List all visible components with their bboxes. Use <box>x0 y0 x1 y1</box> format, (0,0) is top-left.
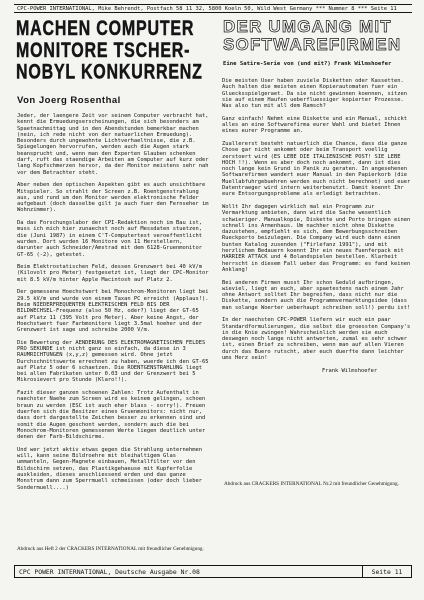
left-article-paragraph: Aber neben den optischen Aspekten gibt es auch unsichtbare Mitspieler. So strahlt der Screen z.B. Roentgenstrahlung aus, und rund um den Monitor werden elektronische Felder aufgebaut (doch dasselbe gilt ja auch fuer den Fernseher im Wohnzimmer). <box>17 182 209 214</box>
footer-publication: CPC POWER INTERNATIONAL, Deutsche Ausgabe Nr.08 <box>19 567 200 576</box>
left-article-body <box>17 113 211 497</box>
right-article-paragraph: Zuallererst besteht natuerlich die Chance, dass die ganze Chose gar nicht ankommt oder beim Transport voellig zerstoert wird (ES LEBE DIE ITALIENISCHE POST! SIE LEBE HOCH !!). Wenn es aber doch noch ankommt, dann ist dies noch lange kein Grund in Panik zu geraten. In angesehenen Softwarefirmen wandert euer Manual in den Papierkorb (die Muellabfuhrgebuehren werden euch nicht berechnet) und euer Datentraeger wird intern weiterbenutzt. Damit koennt Ihr eure Entsorgungsprobleme als erledigt betrachten. <box>222 140 411 198</box>
left-article-title-line: NOBYL KONKURRENZ <box>16 60 203 84</box>
left-article-paragraph: Fazit dieser ganzen schoenen Zahlen: Trotz Aufenthalt in naechster Naehe zum Screen wird es keinem gelingen, schoen braun zu werden (ESC ist auch eher blass - sorry!). Freuen duerfen sich die Besitzer eines Gruenmonitors: nicht nur, dass dort dargestellte Zeichen besser zu erkennen sind und somit die Augen geschont werden, sondern auch die bei Monochrom-Monitoren gemessenen Werte liegen deutlich unter denen der Farb-Bildschirme. <box>17 390 206 441</box>
right-article-title-line: DER UMGANG MIT <box>223 17 392 36</box>
left-article-title <box>16 19 214 84</box>
left-article-title-line: MONITORE TSCHER- <box>16 39 191 63</box>
left-article-paragraph: Jeder, der laengere Zeit vor seinem Computer verbracht hat, kennt die Ermuedungserscheinungen, die sich besonders am Spaetnachmittag und in den Abendstunden bemerkbar machen (nein, ich rede nicht von der natuerlichen Ermuedung). Besonders durch ungewohnte Lichtverhaeltnisse, die z.B. Spiegelungen hervorrufen, werden auch die Augen stark beansprucht und, wenn man den Experten Glauben schenken darf, ruft das staendige Arbeiten am Computer auf kurz oder lang Kopfschmerzen hervor, da der Monitor meistens sehr nah vor dem Betrachter steht. <box>17 113 209 176</box>
right-article-signature: Frank Wilmshoefer <box>322 367 378 374</box>
right-article-paragraph: Ganz einfach! Nehmt eine Diskette und ein Manual, schickt alles an eine Softwarefirma eurer Wahl und bietet Ihnen eines eurer Programme an. <box>222 115 407 135</box>
right-article-paragraph: In der naechsten CPC-POWER liefern wir euch ein paar Standardformulierungen, die selbst die groessten Company's in die Knie zwingen! Wahrscheinlich werden sie euch deswegen noch lange nicht antworten, zumal es sehr schwer ist, einen Brief zu schreiben, wenn man auf allen Vieren durch das Buero rutscht, aber euch duerfte dann leichter ums Herz sein! <box>222 317 411 362</box>
right-article-paragraph: Bei anderen Firmen musst Ihr schon Geduld aufbringen, wieviel, liegt an euch, aber spaetestens nach einem Jahr ohne Antwort solltet Ihr begreifen, dass nicht nur die Diskette, sondern auch die Programmvermarktungsidee (dass man solange Woerter ueberhaupt schreiben soll!) perdu ist! <box>222 279 411 311</box>
right-article-title <box>223 18 413 54</box>
right-article-footnote: Abdruck aus CRACKERS INTERNATIONAL Nr.2 mit freundlicher Genehmigung. <box>224 481 399 487</box>
right-article-subtitle: Eine Satire-Serie von (und mit?) Frank Wilmshoefer <box>223 61 392 67</box>
footer-page-number: Seite 11 <box>362 566 411 577</box>
right-article-paragraph: Die meisten User haben zuviele Disketten oder Kassetten. Auch halten die meisten einen Kopierautomaten fuer ein Gluecksspielgeraet. Da sie nicht gewinnen koennen, sitzen sie auf einem Haufen ueberfluessiger kopierter Prozesse. Was also tun mit all dem Ramsch? <box>222 78 407 110</box>
left-article-footnote: Abdruck aus Heft 2 der CRACKERS INTERNATIONAL mit freundlicher Genehmigung. <box>17 546 204 552</box>
left-article-title-line: MACHEN COMPUTER <box>16 17 195 41</box>
page-footer <box>14 565 412 578</box>
left-article-paragraph: Die Bewertung der AENDERUNG DES ELEKTROMAGNETISCHEN FELDES PRO SEKUNDE ist nicht ganz so einfach, da diese in 3 RAUMRICHTUNGEN (x,y,z) gemessen wird. Ohne jetzt Durchschnittswerte errechnet zu haben, wuerde ich den GT-65 auf Platz 5 oder 6 schaetzen. Die ROENTGENSTRAHLUNG liegt bei allen Fabrikaten unter 0.03 und der Grenzwert bei 5 Mikrosievert pro Stunde (Klaro!!). <box>17 339 209 384</box>
right-article-title-line: SOFTWAREFIRMEN <box>223 35 402 54</box>
page-header <box>14 4 412 13</box>
left-article-byline: Von Joerg Rosenthal <box>17 95 121 106</box>
page-header-text: CPC-POWER INTERNATIONAL, Mike Behrendt, Postfach 58 11 32, 5800 Koeln 50, Wild West Germany *** Nummer 8 *** Seite 11 <box>17 6 397 12</box>
right-article-paragraph: Wollt Ihr dagegen wirklich mal ein Programm zur Vermarktung anbieten, dann wird die Sache wesentlich schwieriger. Manualkopie, Diskette und Porto bringen einen schnell ins Armenhaus. Um nachher nicht ohne Diskette dazustehen, empfiehlt es sich, dem Bewerbungsschreiben Rueckporto beizulegen. Die Company wird euch dann einen bunten Katalog zusenden ("Firlefanz 1991"), und mit herzlichem Bedauern koennt Ihr ein neues Fuenferpack mit HARRIER ATTACK und 4 Bolandspielen bestellen. Klarheit herrscht in diesem Fall ueber das Programm: es fand keinen Anklang! <box>222 203 411 273</box>
left-article-paragraph: Und wer jetzt aktiv etwas gegen die Strahlung unternehmen will, kann seine Bildroehre mit bleihaltigem Glas ummanteln, Gegen-Magnete einbauen, Metallfilter vor den Bildschirm setzen, das Plastikgehaeuse mit Kupferfolie auskleiden, dieses anschliessend erden und das ganze Monstrum dann zum Sperrmuell schmeissen (oder doch lieber Sondermuell....) <box>17 446 202 491</box>
right-article-body <box>222 78 412 374</box>
left-article-paragraph: Der gemessene Hoechstwert bei Monochrom-Monitoren liegt bei 29.5 kV/m und wurde von einem Taxan PC erreicht (Applaus!). Beim NIEDERFREQUENTEN ELEKTRISCHEN FELD BIS DER BILDWECHSEL-Frequenz (also 50 Hz, oder?) liegt der GT-65 auf Platz 11 (395 Volt pro Meter). Aber keine Angst, der Hoechstwert fuer Farbmonitore liegt 3.5mal hoeher und der Grenzwert ist sage und schreibe 2000 V/m. <box>17 289 209 334</box>
left-article-paragraph: Da das Forschungslabor der CPI-Redaktion noch im Bau ist, muss ich mich hier zunaechst noch auf Messdaten stuetzen, die (Juni 1987) in einem C'T-Computertest veroeffentlicht wurden. Dort wurden 16 Monitore von 11 Herstellern, darunter auch Schneider/Amstrad mit dem 6128-Gruenmonitor GT-65 (-2), getestet. <box>17 220 202 258</box>
left-article-paragraph: Beim Elektrostatischen Feld, dessen Grenzwert bei 40 kV/m (Kilovolt pro Meter) festgesetzt ist, liegt der CPC-Monitor mit 8.5 kV/m hinter Apple Macintosh auf Platz 2. <box>17 264 209 283</box>
